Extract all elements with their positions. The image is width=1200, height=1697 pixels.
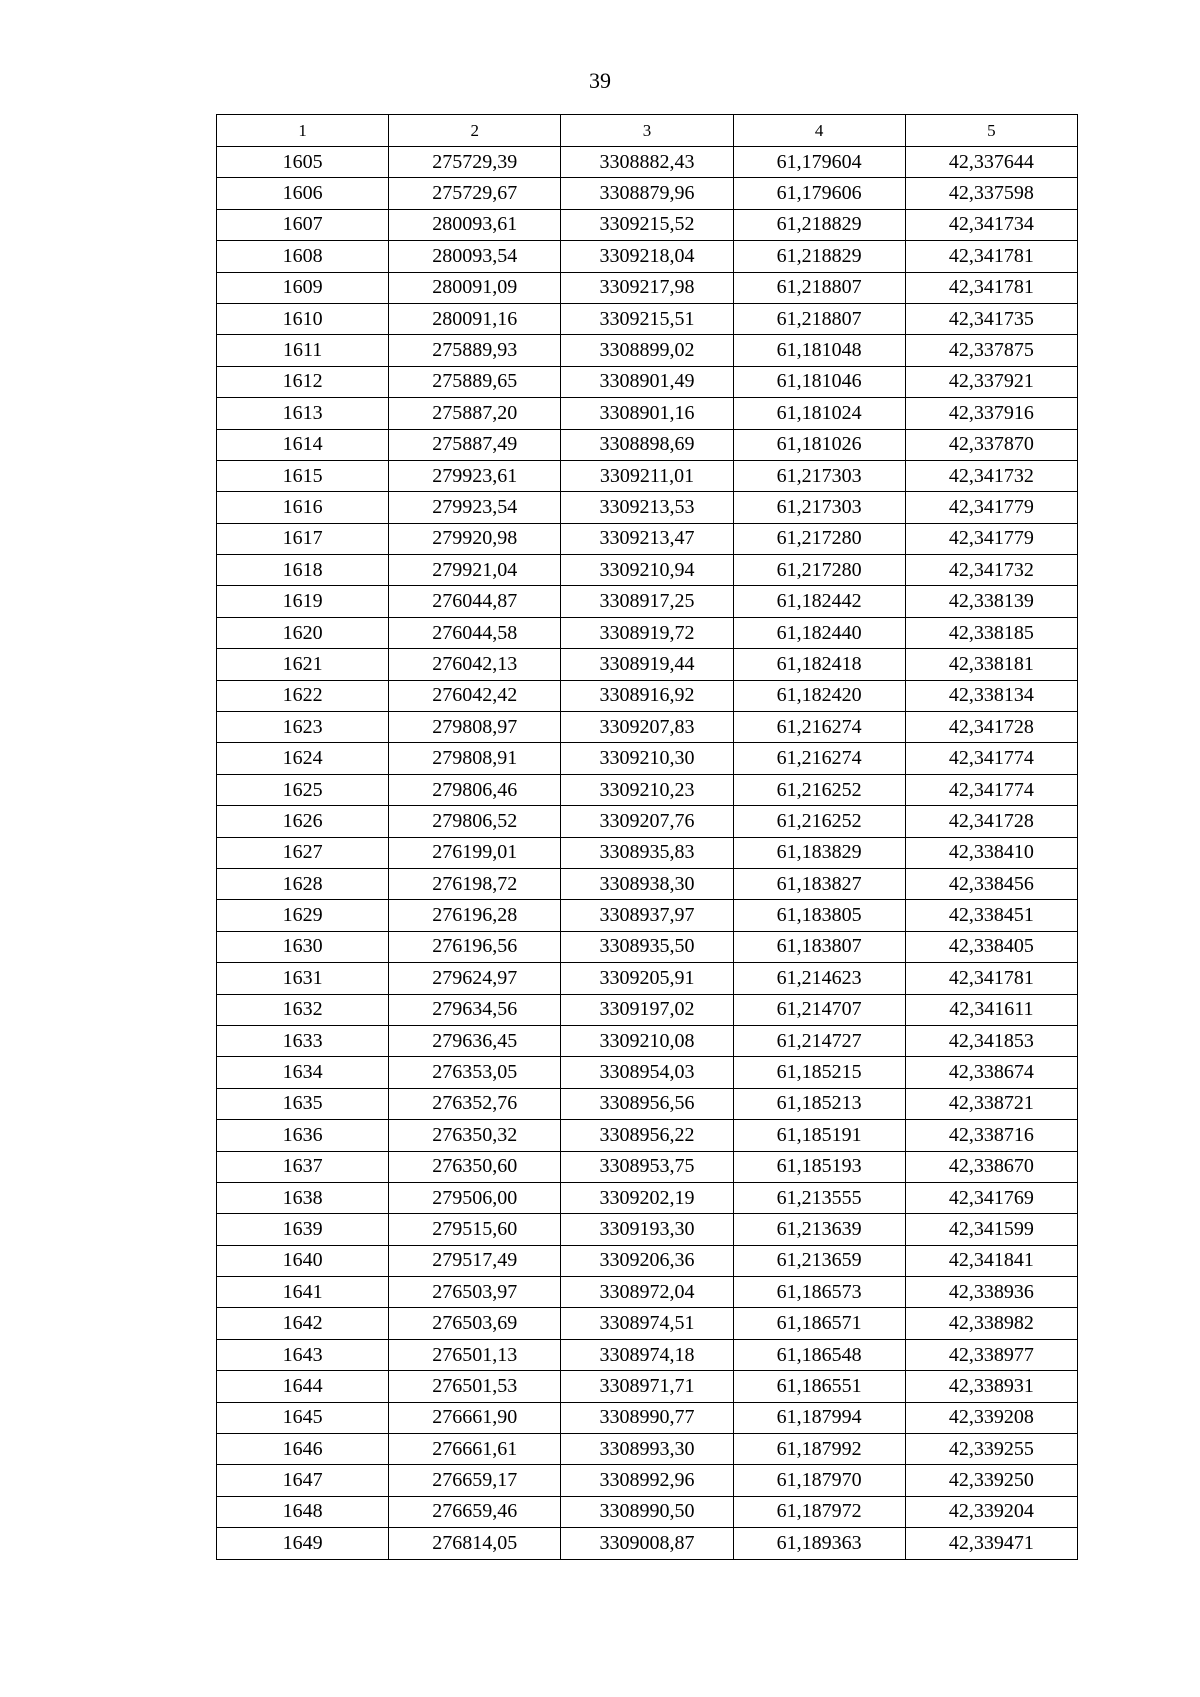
table-cell: 1636 bbox=[217, 1120, 389, 1151]
table-row bbox=[217, 523, 1078, 554]
table-row bbox=[217, 1182, 1078, 1213]
table-cell: 61,213555 bbox=[733, 1182, 905, 1213]
table-cell: 3309008,87 bbox=[561, 1528, 733, 1559]
table-cell: 61,217303 bbox=[733, 460, 905, 491]
table-cell: 61,217280 bbox=[733, 523, 905, 554]
table-row bbox=[217, 492, 1078, 523]
table-cell: 42,338977 bbox=[905, 1339, 1077, 1370]
table-row bbox=[217, 303, 1078, 334]
table-cell: 42,338139 bbox=[905, 586, 1077, 617]
table-cell: 61,181046 bbox=[733, 366, 905, 397]
table-cell: 279923,54 bbox=[389, 492, 561, 523]
table-cell: 3309215,51 bbox=[561, 303, 733, 334]
table-row bbox=[217, 178, 1078, 209]
table-cell: 279921,04 bbox=[389, 555, 561, 586]
table-cell: 61,182418 bbox=[733, 649, 905, 680]
table-cell: 42,338451 bbox=[905, 900, 1077, 931]
table-row bbox=[217, 1025, 1078, 1056]
table-cell: 3308937,97 bbox=[561, 900, 733, 931]
table-cell: 1621 bbox=[217, 649, 389, 680]
table-row bbox=[217, 398, 1078, 429]
table-cell: 276353,05 bbox=[389, 1057, 561, 1088]
table-cell: 42,341774 bbox=[905, 743, 1077, 774]
table-row bbox=[217, 147, 1078, 178]
table-cell: 1612 bbox=[217, 366, 389, 397]
table-cell: 1605 bbox=[217, 147, 389, 178]
table-cell: 1620 bbox=[217, 617, 389, 648]
table-cell: 61,187992 bbox=[733, 1434, 905, 1465]
table-cell: 1625 bbox=[217, 774, 389, 805]
table-cell: 1637 bbox=[217, 1151, 389, 1182]
table-cell: 279515,60 bbox=[389, 1214, 561, 1245]
table-cell: 3308899,02 bbox=[561, 335, 733, 366]
table-cell: 61,187970 bbox=[733, 1465, 905, 1496]
table-cell: 1641 bbox=[217, 1277, 389, 1308]
table-cell: 42,341853 bbox=[905, 1025, 1077, 1056]
table-cell: 1614 bbox=[217, 429, 389, 460]
table-cell: 3309206,36 bbox=[561, 1245, 733, 1276]
table-cell: 61,217303 bbox=[733, 492, 905, 523]
table-row bbox=[217, 837, 1078, 868]
table-cell: 3308972,04 bbox=[561, 1277, 733, 1308]
table-cell: 42,338181 bbox=[905, 649, 1077, 680]
table-cell: 280091,16 bbox=[389, 303, 561, 334]
table-cell: 275729,67 bbox=[389, 178, 561, 209]
table-cell: 1607 bbox=[217, 209, 389, 240]
table-cell: 61,218807 bbox=[733, 272, 905, 303]
table-cell: 61,183807 bbox=[733, 931, 905, 962]
table-row bbox=[217, 1434, 1078, 1465]
table-cell: 61,182440 bbox=[733, 617, 905, 648]
table-cell: 1630 bbox=[217, 931, 389, 962]
table-cell: 42,341611 bbox=[905, 994, 1077, 1025]
table-cell: 275729,39 bbox=[389, 147, 561, 178]
table-cell: 42,339471 bbox=[905, 1528, 1077, 1559]
table-cell: 42,341728 bbox=[905, 712, 1077, 743]
table-cell: 279808,97 bbox=[389, 712, 561, 743]
table-cell: 42,338456 bbox=[905, 868, 1077, 899]
table-cell: 279920,98 bbox=[389, 523, 561, 554]
table-cell: 276659,17 bbox=[389, 1465, 561, 1496]
table-cell: 61,216252 bbox=[733, 806, 905, 837]
table-row bbox=[217, 994, 1078, 1025]
table-cell: 275887,49 bbox=[389, 429, 561, 460]
table-cell: 1642 bbox=[217, 1308, 389, 1339]
table-cell: 42,337644 bbox=[905, 147, 1077, 178]
table-cell: 1647 bbox=[217, 1465, 389, 1496]
table-cell: 1629 bbox=[217, 900, 389, 931]
table-row bbox=[217, 806, 1078, 837]
table-cell: 276350,32 bbox=[389, 1120, 561, 1151]
table-row bbox=[217, 743, 1078, 774]
table-cell: 42,337916 bbox=[905, 398, 1077, 429]
table-cell: 42,341781 bbox=[905, 963, 1077, 994]
table-cell: 276199,01 bbox=[389, 837, 561, 868]
table-cell: 279923,61 bbox=[389, 460, 561, 491]
table-cell: 1611 bbox=[217, 335, 389, 366]
table-cell: 1606 bbox=[217, 178, 389, 209]
table-cell: 276661,61 bbox=[389, 1434, 561, 1465]
table-cell: 61,213639 bbox=[733, 1214, 905, 1245]
table-cell: 3309213,53 bbox=[561, 492, 733, 523]
table-row bbox=[217, 1465, 1078, 1496]
table-cell: 1610 bbox=[217, 303, 389, 334]
table-row bbox=[217, 931, 1078, 962]
table-row bbox=[217, 366, 1078, 397]
table-cell: 61,189363 bbox=[733, 1528, 905, 1559]
table-cell: 3309193,30 bbox=[561, 1214, 733, 1245]
table-cell: 3308898,69 bbox=[561, 429, 733, 460]
table-cell: 276501,53 bbox=[389, 1371, 561, 1402]
table-cell: 3308901,16 bbox=[561, 398, 733, 429]
table-cell: 3308879,96 bbox=[561, 178, 733, 209]
table-cell: 42,341732 bbox=[905, 555, 1077, 586]
column-header: 3 bbox=[561, 115, 733, 147]
table-cell: 61,185213 bbox=[733, 1088, 905, 1119]
table-cell: 61,183805 bbox=[733, 900, 905, 931]
table-cell: 3309211,01 bbox=[561, 460, 733, 491]
column-header: 2 bbox=[389, 115, 561, 147]
table-cell: 42,341599 bbox=[905, 1214, 1077, 1245]
table-cell: 275889,65 bbox=[389, 366, 561, 397]
table-cell: 42,341728 bbox=[905, 806, 1077, 837]
table-cell: 42,341779 bbox=[905, 492, 1077, 523]
table-row bbox=[217, 900, 1078, 931]
column-header: 4 bbox=[733, 115, 905, 147]
coordinates-table bbox=[216, 114, 1078, 1560]
table-cell: 42,339250 bbox=[905, 1465, 1077, 1496]
table-cell: 1638 bbox=[217, 1182, 389, 1213]
table-cell: 3309207,83 bbox=[561, 712, 733, 743]
table-cell: 42,341779 bbox=[905, 523, 1077, 554]
table-row bbox=[217, 1528, 1078, 1559]
table-cell: 280093,61 bbox=[389, 209, 561, 240]
table-cell: 61,183829 bbox=[733, 837, 905, 868]
table-cell: 276350,60 bbox=[389, 1151, 561, 1182]
table-row bbox=[217, 1151, 1078, 1182]
table-row bbox=[217, 1214, 1078, 1245]
table-cell: 42,341774 bbox=[905, 774, 1077, 805]
table-cell: 3309207,76 bbox=[561, 806, 733, 837]
table-cell: 42,338410 bbox=[905, 837, 1077, 868]
table-cell: 42,338670 bbox=[905, 1151, 1077, 1182]
table-cell: 42,338405 bbox=[905, 931, 1077, 962]
table-cell: 42,341735 bbox=[905, 303, 1077, 334]
table-cell: 3309210,08 bbox=[561, 1025, 733, 1056]
table-cell: 3308953,75 bbox=[561, 1151, 733, 1182]
table-cell: 276198,72 bbox=[389, 868, 561, 899]
table-cell: 42,337921 bbox=[905, 366, 1077, 397]
table-row bbox=[217, 1277, 1078, 1308]
table-cell: 279808,91 bbox=[389, 743, 561, 774]
table-cell: 279517,49 bbox=[389, 1245, 561, 1276]
table-cell: 61,187972 bbox=[733, 1496, 905, 1527]
table-cell: 276501,13 bbox=[389, 1339, 561, 1370]
table-cell: 1633 bbox=[217, 1025, 389, 1056]
table-cell: 276503,69 bbox=[389, 1308, 561, 1339]
column-header: 1 bbox=[217, 115, 389, 147]
table-cell: 1640 bbox=[217, 1245, 389, 1276]
table-cell: 3309202,19 bbox=[561, 1182, 733, 1213]
table-cell: 1634 bbox=[217, 1057, 389, 1088]
table-row bbox=[217, 429, 1078, 460]
table-cell: 61,181024 bbox=[733, 398, 905, 429]
table-cell: 3309210,23 bbox=[561, 774, 733, 805]
table-cell: 42,341734 bbox=[905, 209, 1077, 240]
table-cell: 3309205,91 bbox=[561, 963, 733, 994]
table-cell: 3308956,22 bbox=[561, 1120, 733, 1151]
table-cell: 1644 bbox=[217, 1371, 389, 1402]
table-cell: 1646 bbox=[217, 1434, 389, 1465]
table-cell: 1628 bbox=[217, 868, 389, 899]
table-cell: 61,213659 bbox=[733, 1245, 905, 1276]
table-row bbox=[217, 460, 1078, 491]
table-cell: 3309215,52 bbox=[561, 209, 733, 240]
table-row bbox=[217, 1120, 1078, 1151]
table-cell: 61,216252 bbox=[733, 774, 905, 805]
table-cell: 61,218829 bbox=[733, 241, 905, 272]
table-cell: 1627 bbox=[217, 837, 389, 868]
table-row bbox=[217, 774, 1078, 805]
table-cell: 42,338721 bbox=[905, 1088, 1077, 1119]
table-cell: 61,214707 bbox=[733, 994, 905, 1025]
page-number: 39 bbox=[589, 68, 611, 93]
table-cell: 1631 bbox=[217, 963, 389, 994]
table-cell: 3308956,56 bbox=[561, 1088, 733, 1119]
table-body bbox=[217, 147, 1078, 1560]
table-cell: 279634,56 bbox=[389, 994, 561, 1025]
table-cell: 3308882,43 bbox=[561, 147, 733, 178]
table-cell: 1639 bbox=[217, 1214, 389, 1245]
table-cell: 1615 bbox=[217, 460, 389, 491]
table-cell: 61,185193 bbox=[733, 1151, 905, 1182]
table-cell: 42,338716 bbox=[905, 1120, 1077, 1151]
table-cell: 1616 bbox=[217, 492, 389, 523]
table-cell: 61,218829 bbox=[733, 209, 905, 240]
table-cell: 3308992,96 bbox=[561, 1465, 733, 1496]
table-row bbox=[217, 1308, 1078, 1339]
table-cell: 1608 bbox=[217, 241, 389, 272]
table-row bbox=[217, 680, 1078, 711]
table-cell: 279806,52 bbox=[389, 806, 561, 837]
table-cell: 1648 bbox=[217, 1496, 389, 1527]
table-cell: 276661,90 bbox=[389, 1402, 561, 1433]
table-row bbox=[217, 712, 1078, 743]
table-cell: 3308993,30 bbox=[561, 1434, 733, 1465]
table-cell: 1613 bbox=[217, 398, 389, 429]
table-cell: 42,338931 bbox=[905, 1371, 1077, 1402]
table-cell: 61,214623 bbox=[733, 963, 905, 994]
table-cell: 1624 bbox=[217, 743, 389, 774]
table-cell: 3309210,94 bbox=[561, 555, 733, 586]
table-cell: 42,341781 bbox=[905, 241, 1077, 272]
table-row bbox=[217, 1057, 1078, 1088]
table-cell: 276814,05 bbox=[389, 1528, 561, 1559]
table-cell: 3309218,04 bbox=[561, 241, 733, 272]
table-cell: 276503,97 bbox=[389, 1277, 561, 1308]
table-row bbox=[217, 241, 1078, 272]
table-row bbox=[217, 1088, 1078, 1119]
table-cell: 3308938,30 bbox=[561, 868, 733, 899]
table-cell: 279806,46 bbox=[389, 774, 561, 805]
table-cell: 42,341732 bbox=[905, 460, 1077, 491]
table-cell: 61,217280 bbox=[733, 555, 905, 586]
table-cell: 3308901,49 bbox=[561, 366, 733, 397]
table-cell: 42,341781 bbox=[905, 272, 1077, 303]
table-cell: 1619 bbox=[217, 586, 389, 617]
table-cell: 42,341841 bbox=[905, 1245, 1077, 1276]
table-cell: 3308935,50 bbox=[561, 931, 733, 962]
table-cell: 61,181048 bbox=[733, 335, 905, 366]
table-cell: 42,337598 bbox=[905, 178, 1077, 209]
table-cell: 42,339208 bbox=[905, 1402, 1077, 1433]
table-cell: 276042,13 bbox=[389, 649, 561, 680]
table-cell: 1643 bbox=[217, 1339, 389, 1370]
table-cell: 1635 bbox=[217, 1088, 389, 1119]
table-cell: 3309197,02 bbox=[561, 994, 733, 1025]
table-cell: 1632 bbox=[217, 994, 389, 1025]
table-cell: 42,341769 bbox=[905, 1182, 1077, 1213]
table-row bbox=[217, 868, 1078, 899]
table-cell: 42,338134 bbox=[905, 680, 1077, 711]
table-cell: 61,218807 bbox=[733, 303, 905, 334]
table-cell: 3308935,83 bbox=[561, 837, 733, 868]
table-cell: 3308974,18 bbox=[561, 1339, 733, 1370]
table-cell: 279636,45 bbox=[389, 1025, 561, 1056]
table-row bbox=[217, 586, 1078, 617]
table-cell: 61,185191 bbox=[733, 1120, 905, 1151]
table-cell: 42,338982 bbox=[905, 1308, 1077, 1339]
table-cell: 280091,09 bbox=[389, 272, 561, 303]
table-row bbox=[217, 649, 1078, 680]
table-cell: 3308974,51 bbox=[561, 1308, 733, 1339]
table-header-row bbox=[217, 115, 1078, 147]
table-cell: 3308917,25 bbox=[561, 586, 733, 617]
table-cell: 61,182442 bbox=[733, 586, 905, 617]
table-cell: 1626 bbox=[217, 806, 389, 837]
table-cell: 3308990,50 bbox=[561, 1496, 733, 1527]
table-cell: 1622 bbox=[217, 680, 389, 711]
table-cell: 61,179606 bbox=[733, 178, 905, 209]
table-row bbox=[217, 1339, 1078, 1370]
table-row bbox=[217, 617, 1078, 648]
table-cell: 42,338936 bbox=[905, 1277, 1077, 1308]
table-cell: 3308916,92 bbox=[561, 680, 733, 711]
table-cell: 3308990,77 bbox=[561, 1402, 733, 1433]
table-cell: 276044,87 bbox=[389, 586, 561, 617]
table-cell: 42,338674 bbox=[905, 1057, 1077, 1088]
table-cell: 1618 bbox=[217, 555, 389, 586]
table-cell: 3308919,72 bbox=[561, 617, 733, 648]
table-row bbox=[217, 1371, 1078, 1402]
table-cell: 1609 bbox=[217, 272, 389, 303]
table-cell: 275889,93 bbox=[389, 335, 561, 366]
table-cell: 3308954,03 bbox=[561, 1057, 733, 1088]
table-cell: 1645 bbox=[217, 1402, 389, 1433]
table-cell: 3309217,98 bbox=[561, 272, 733, 303]
table-cell: 276659,46 bbox=[389, 1496, 561, 1527]
table-cell: 3309210,30 bbox=[561, 743, 733, 774]
table-cell: 1649 bbox=[217, 1528, 389, 1559]
table-cell: 61,186571 bbox=[733, 1308, 905, 1339]
table-cell: 42,339204 bbox=[905, 1496, 1077, 1527]
table-row bbox=[217, 963, 1078, 994]
table-cell: 61,187994 bbox=[733, 1402, 905, 1433]
table-cell: 61,186573 bbox=[733, 1277, 905, 1308]
table-cell: 276196,56 bbox=[389, 931, 561, 962]
column-header: 5 bbox=[905, 115, 1077, 147]
table-cell: 276044,58 bbox=[389, 617, 561, 648]
table-row bbox=[217, 1245, 1078, 1276]
table-cell: 61,182420 bbox=[733, 680, 905, 711]
table-cell: 61,185215 bbox=[733, 1057, 905, 1088]
table-cell: 275887,20 bbox=[389, 398, 561, 429]
table-cell: 42,337870 bbox=[905, 429, 1077, 460]
table-row bbox=[217, 209, 1078, 240]
table-cell: 1617 bbox=[217, 523, 389, 554]
table-cell: 42,339255 bbox=[905, 1434, 1077, 1465]
table-row bbox=[217, 335, 1078, 366]
table-cell: 61,181026 bbox=[733, 429, 905, 460]
table-cell: 276196,28 bbox=[389, 900, 561, 931]
table-cell: 280093,54 bbox=[389, 241, 561, 272]
table-cell: 42,338185 bbox=[905, 617, 1077, 648]
table-cell: 61,216274 bbox=[733, 712, 905, 743]
table-cell: 279506,00 bbox=[389, 1182, 561, 1213]
table-cell: 276352,76 bbox=[389, 1088, 561, 1119]
table-cell: 61,186548 bbox=[733, 1339, 905, 1370]
table-cell: 61,179604 bbox=[733, 147, 905, 178]
table-row bbox=[217, 1402, 1078, 1433]
table-cell: 3308919,44 bbox=[561, 649, 733, 680]
table-row bbox=[217, 555, 1078, 586]
table-cell: 61,216274 bbox=[733, 743, 905, 774]
table-cell: 3308971,71 bbox=[561, 1371, 733, 1402]
table-cell: 61,214727 bbox=[733, 1025, 905, 1056]
table-row bbox=[217, 272, 1078, 303]
table-cell: 276042,42 bbox=[389, 680, 561, 711]
table-cell: 61,183827 bbox=[733, 868, 905, 899]
table-row bbox=[217, 1496, 1078, 1527]
table-cell: 1623 bbox=[217, 712, 389, 743]
table-cell: 279624,97 bbox=[389, 963, 561, 994]
table-cell: 61,186551 bbox=[733, 1371, 905, 1402]
table-cell: 42,337875 bbox=[905, 335, 1077, 366]
table-cell: 3309213,47 bbox=[561, 523, 733, 554]
